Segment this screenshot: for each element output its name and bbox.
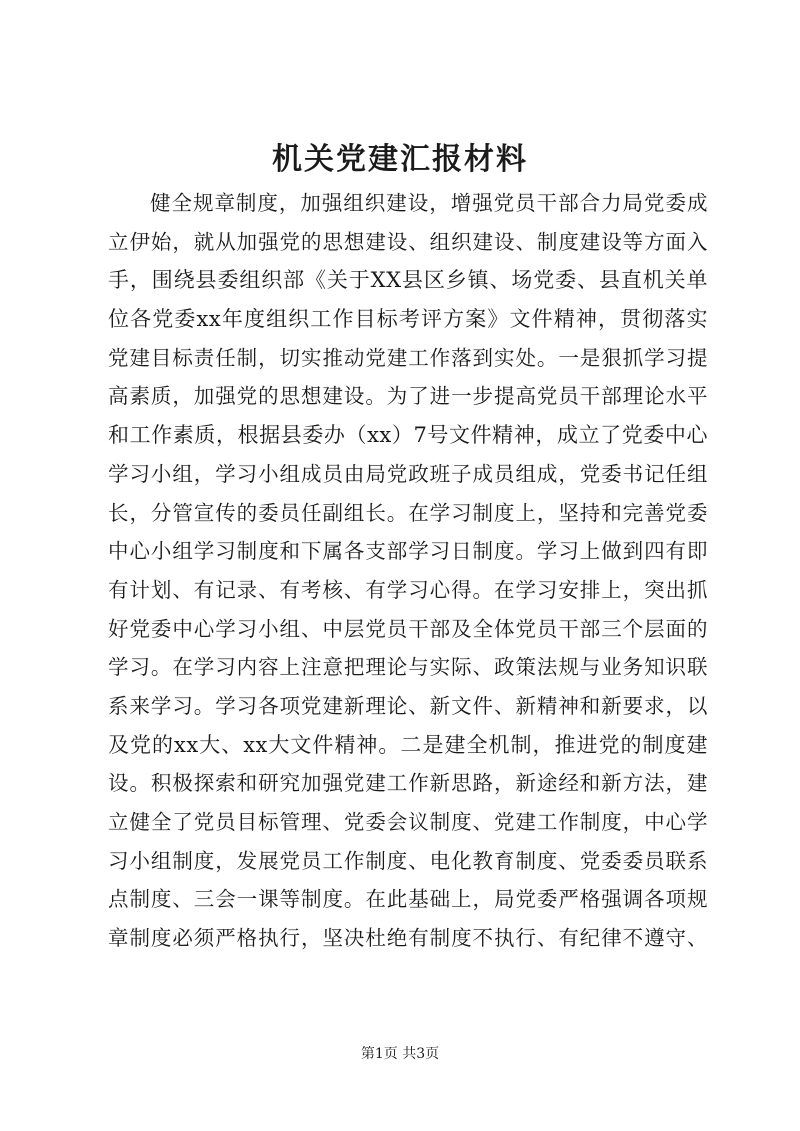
paragraph-line: 党建目标责任制，切实推动党建工作落到实处。一是狠抓学习提 <box>108 345 708 370</box>
paragraph-line: 立健全了党员目标管理、党委会议制度、党建工作制度，中心学 <box>108 810 708 834</box>
paragraph-line: 高素质，加强党的思想建设。为了进一步提高党员干部理论水平 <box>108 384 708 409</box>
paragraph-line: 和工作素质，根据县委办（xx）7号文件精神，成立了党委中心 <box>108 423 708 448</box>
paragraph-line: 及党的xx大、xx大文件精神。二是建全机制，推进党的制度建 <box>108 732 708 757</box>
paragraph-line: 章制度必须严格执行，坚决杜绝有制度不执行、有纪律不遵守、 <box>108 926 708 951</box>
paragraph-line: 位各党委xx年度组织工作目标考评方案》文件精神，贯彻落实 <box>108 307 708 332</box>
paragraph-line: 学习。在学习内容上注意把理论与实际、政策法规与业务知识联 <box>108 655 708 680</box>
paragraph-line: 习小组制度，发展党员工作制度、电化教育制度、党委委员联系 <box>108 848 708 873</box>
paragraph-line: 好党委中心学习小组、中层党员干部及全体党员干部三个层面的 <box>108 616 708 641</box>
document-body <box>108 184 708 958</box>
paragraph-line: 健全规章制度，加强组织建设，增强党员干部合力局党委成 <box>150 191 708 215</box>
page-title: 机关党建汇报材料 <box>272 142 528 177</box>
paragraph-line: 点制度、三会一课等制度。在此基础上，局党委严格强调各项规 <box>108 887 708 912</box>
paragraph-line: 系来学习。学习各项党建新理论、新文件、新精神和新要求，以 <box>108 693 708 718</box>
paragraph-line: 有计划、有记录、有考核、有学习心得。在学习安排上，突出抓 <box>108 577 708 602</box>
paragraph-line: 立伊始，就从加强党的思想建设、组织建设、制度建设等方面入 <box>108 229 708 254</box>
paragraph-line: 长，分管宣传的委员任副组长。在学习制度上，坚持和完善党委 <box>108 500 708 525</box>
paragraph-line: 手，围绕县委组织部《关于XX县区乡镇、场党委、县直机关单 <box>108 268 708 293</box>
page-number: 第1页 共3页 <box>360 1046 440 1062</box>
paragraph-line: 设。积极探索和研究加强党建工作新思路，新途经和新方法，建 <box>108 771 708 796</box>
paragraph-line: 中心小组学习制度和下属各支部学习日制度。学习上做到四有即 <box>108 539 708 564</box>
paragraph-line: 学习小组，学习小组成员由局党政班子成员组成，党委书记任组 <box>108 461 708 486</box>
